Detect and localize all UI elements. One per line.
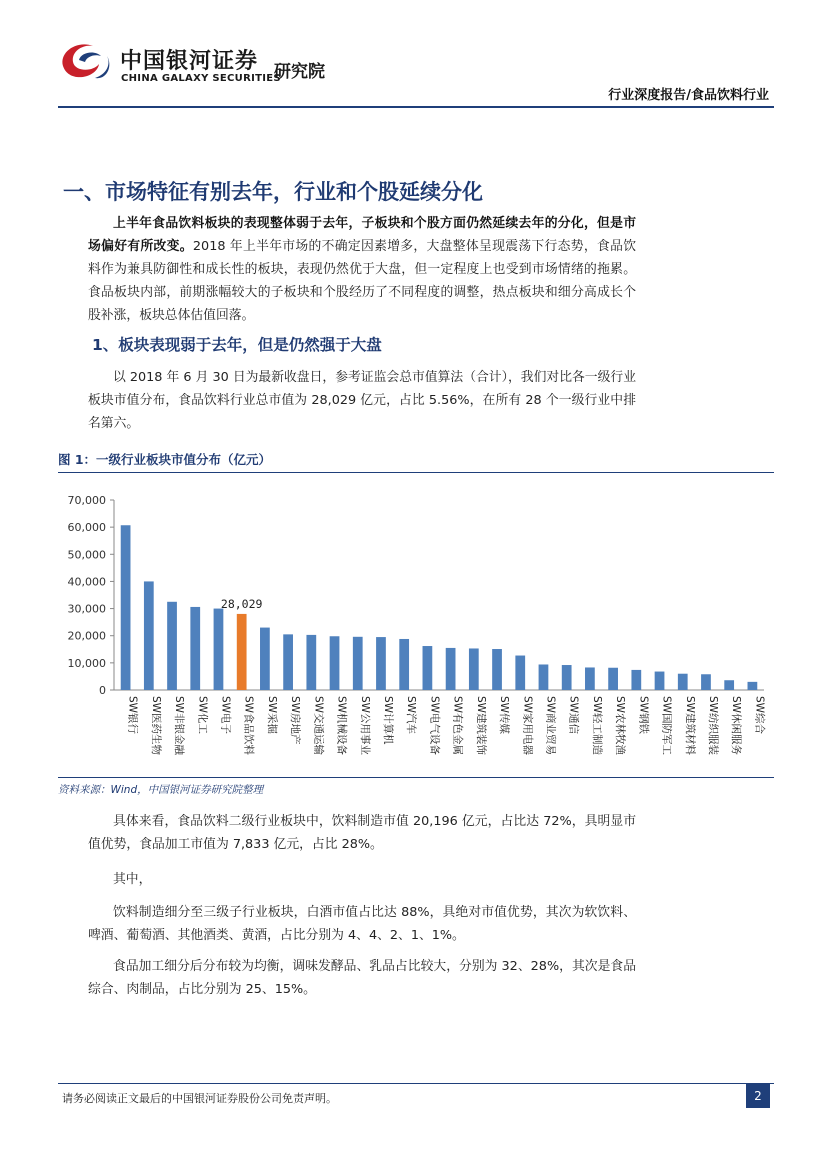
bar bbox=[724, 680, 734, 690]
bar bbox=[376, 637, 386, 690]
x-tick-label: SW汽车 bbox=[405, 696, 418, 735]
footer-disclaimer: 请务必阅读正文最后的中国银河证券股份公司免责声明。 bbox=[62, 1092, 337, 1105]
x-tick-label: SW交通运输 bbox=[312, 696, 325, 756]
paragraph-sub-sectors: 具体来看，食品饮料二级行业板块中，饮料制造市值 20,196 亿元，占比达 72%，具明显市值优势，食品加工市值为 7,833 亿元，占比 28%。 bbox=[88, 814, 636, 852]
x-tick-label: SW医药生物 bbox=[149, 696, 162, 756]
header-divider bbox=[58, 106, 774, 108]
bar bbox=[539, 664, 549, 690]
x-tick-label: SW食品饮料 bbox=[242, 696, 255, 756]
bar bbox=[190, 607, 200, 690]
bar bbox=[655, 672, 665, 690]
x-tick-label: SW综合 bbox=[753, 696, 766, 735]
bar bbox=[608, 668, 618, 690]
paragraph-beverage: 饮料制造细分至三级子行业板块，白酒市值占比达 88%，具绝对市值优势，其次为软饮料、啤酒、葡萄酒、其他酒类、黄酒，占比分别为 4、4、2、1、1%。 bbox=[88, 905, 636, 943]
x-tick-label: SW休闲服务 bbox=[730, 696, 743, 756]
bar bbox=[562, 665, 572, 690]
y-tick-label: 20,000 bbox=[67, 629, 106, 643]
bar bbox=[515, 656, 525, 690]
x-tick-label: SW电子 bbox=[219, 696, 232, 735]
bar bbox=[260, 628, 270, 690]
x-tick-label: SW机械设备 bbox=[335, 696, 348, 756]
bar bbox=[330, 636, 340, 690]
paragraph-intro-bold: 上半年食品饮料板块的表现整体弱于去年，子板块和个股方面仍然延续去年的分化，但是市场偏好有所改变。 bbox=[88, 216, 636, 254]
bar bbox=[144, 581, 154, 690]
bar bbox=[121, 525, 131, 690]
paragraph-intro bbox=[88, 212, 636, 327]
bar bbox=[585, 667, 595, 690]
bar bbox=[678, 674, 688, 690]
x-tick-label: SW通信 bbox=[567, 696, 580, 735]
y-tick-label: 50,000 bbox=[67, 548, 106, 562]
y-tick-label: 40,000 bbox=[67, 575, 106, 589]
x-tick-label: SW家用电器 bbox=[521, 696, 534, 756]
figure-title: 图 1：一级行业板块市值分布（亿元） bbox=[58, 452, 272, 467]
y-tick-label: 10,000 bbox=[67, 656, 106, 670]
bar bbox=[631, 670, 641, 690]
y-tick-label: 0 bbox=[99, 684, 106, 697]
figure-bottom-rule bbox=[58, 777, 774, 778]
x-tick-label: SW采掘 bbox=[265, 696, 278, 735]
footer-divider bbox=[58, 1083, 774, 1084]
paragraph-market-cap: 以 2018 年 6 月 30 日为最新收盘日，参考证监会总市值算法（合计），我们对比各一级行业板块市值分布，食品饮料行业总市值为 28,029 亿元，占比 5.56%，在所有 28 个一级行业中排名第六。 bbox=[88, 370, 636, 431]
x-tick-label: SW房地产 bbox=[289, 696, 302, 745]
figure-top-rule bbox=[58, 472, 774, 473]
x-tick-label: SW建筑材料 bbox=[683, 696, 696, 756]
y-tick-label: 70,000 bbox=[67, 494, 106, 507]
galaxy-logo-icon bbox=[55, 38, 115, 88]
bar bbox=[283, 634, 293, 690]
logo-text-cn: 中国银河证券 bbox=[120, 49, 259, 74]
x-tick-label: SW纺织服装 bbox=[706, 696, 719, 756]
bar bbox=[701, 674, 711, 690]
bar bbox=[399, 639, 409, 690]
page-number: 2 bbox=[746, 1084, 770, 1108]
subsection-title: 1、板块表现弱于去年，但是仍然强于大盘 bbox=[92, 336, 382, 354]
x-tick-label: SW电气设备 bbox=[428, 696, 441, 756]
x-tick-label: SW商业贸易 bbox=[544, 696, 557, 756]
market-cap-bar-chart bbox=[58, 480, 774, 772]
bar bbox=[492, 649, 502, 690]
data-label: 28,029 bbox=[220, 596, 263, 611]
logo-text-en: CHINA GALAXY SECURITIES bbox=[121, 73, 281, 84]
bar bbox=[214, 609, 224, 690]
y-tick-label: 60,000 bbox=[67, 521, 106, 535]
x-tick-label: SW轻工制造 bbox=[590, 696, 603, 756]
bar bbox=[353, 637, 363, 690]
x-tick-label: SW有色金属 bbox=[451, 696, 464, 756]
x-tick-label: SW农林牧渔 bbox=[614, 696, 627, 756]
paragraph-among: 其中， bbox=[113, 872, 152, 887]
bar bbox=[446, 648, 456, 690]
x-tick-label: SW银行 bbox=[126, 696, 139, 735]
x-tick-label: SW计算机 bbox=[381, 696, 394, 745]
bar bbox=[237, 614, 247, 690]
bar bbox=[469, 648, 479, 690]
report-type: 行业深度报告/食品饮料行业 bbox=[608, 88, 769, 103]
x-tick-label: SW非银金融 bbox=[173, 696, 186, 756]
bar bbox=[748, 682, 758, 690]
bar bbox=[167, 602, 177, 690]
section-title: 一、市场特征有别去年，行业和个股延续分化 bbox=[63, 180, 483, 204]
x-tick-label: SW化工 bbox=[196, 696, 209, 735]
x-tick-label: SW公用事业 bbox=[358, 696, 371, 756]
x-tick-label: SW传媒 bbox=[498, 696, 511, 735]
y-tick-label: 30,000 bbox=[67, 602, 106, 616]
bar bbox=[423, 646, 433, 690]
institute-label: 研究院 bbox=[274, 62, 325, 82]
bar bbox=[306, 635, 316, 690]
x-tick-label: SW钢铁 bbox=[637, 696, 650, 735]
x-tick-label: SW国防军工 bbox=[660, 696, 673, 756]
paragraph-food-processing: 食品加工细分后分布较为均衡，调味发酵品、乳品占比较大，分别为 32、28%，其次是食品综合、肉制品，占比分别为 25、15%。 bbox=[88, 959, 636, 997]
figure-source: 资料来源：Wind，中国银河证券研究院整理 bbox=[58, 784, 264, 796]
paragraph-intro-rest: 2018 年上半年市场的不确定因素增多，大盘整体呈现震荡下行态势，食品饮料作为兼具防御性和成长性的板块，表现仍然优于大盘，但一定程度上也受到市场情绪的拖累。食品板块内部，前期涨幅较大的子板块和个股经历了不同程度的调整，热点板块和细分高成长个股补涨，板块总体估值回落。 bbox=[88, 239, 637, 323]
x-tick-label: SW建筑装饰 bbox=[474, 696, 487, 756]
